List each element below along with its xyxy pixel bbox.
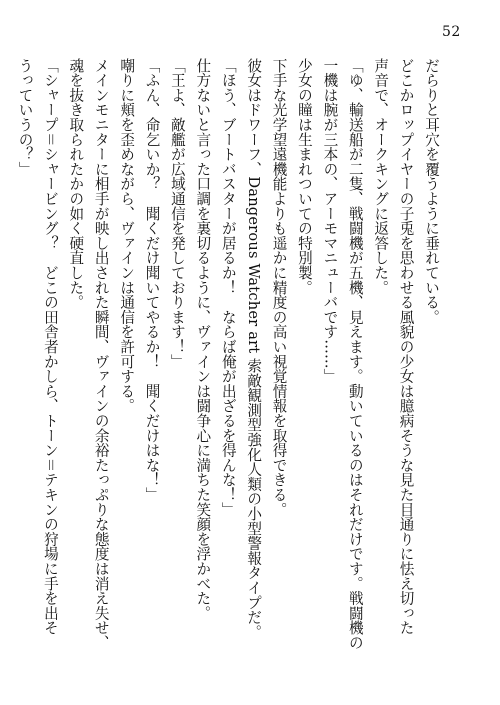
text-line-9: 「ほう、ブートバスターが居るか！ ならば俺が出ざるを得んな！」 [219,58,237,517]
text-line-10: 仕方ないと言った口調を裏切るように、ヴァインは闘争心に満ちた笑顔を浮かべた。 [194,58,212,621]
text-line-16: 「シャープ＝シャービング？ どこの田舎者かしら、トーン＝テキンの狩場に手を出そ [41,58,59,636]
text-line-15: 魂を抜き取られたかの如く硬直した。 [67,58,85,310]
text-line-8: 彼女はドワーフ、Dangerous Watcher art 索敵観測型強化人類の小型警報タイプだ。 [245,58,263,640]
novel-text-column-block [12,58,444,658]
text-line-14: メインモニターに相手が映し出された瞬間、ヴァインの余裕たっぷりな態度は消え失せ、 [92,58,110,650]
text-line-1: だらりと耳穴を覆うように垂れている。 [423,58,440,325]
text-line-4: 「ゆ、輸送船が二隻、戦闘機が五機、見えます。動いているのはそれだけです。戦闘機の [346,58,364,650]
text-line-2: どこかロップイヤーの子兎を思わせる風貌の少女は臆病そうな見た目通りに怯え切った [397,58,415,636]
text-line-3: 声音で、オークキングに返答した。 [372,58,390,295]
text-line-11: 「王よ、敵艦が広域通信を発しております！」 [168,58,186,369]
text-line-13: 嘲りに頬を歪めながら、ヴァインは通信を許可する。 [118,58,136,414]
text-line-7: 下手な光学望遠機能よりも遥かに精度の高い視覚情報を取得できる。 [270,58,288,517]
text-line-5: 一機は腕が三本の、アーモマニューバです……」 [321,58,339,384]
page-number: 52 [442,24,461,40]
text-line-17: うっていうの？」 [16,58,34,177]
text-line-6: 少女の瞳は生まれついての特別製。 [295,58,313,295]
text-line-12: 「ふん、命乞いか？ 聞くだけ聞いてやるか！ 聞くだけはな！」 [143,58,161,502]
